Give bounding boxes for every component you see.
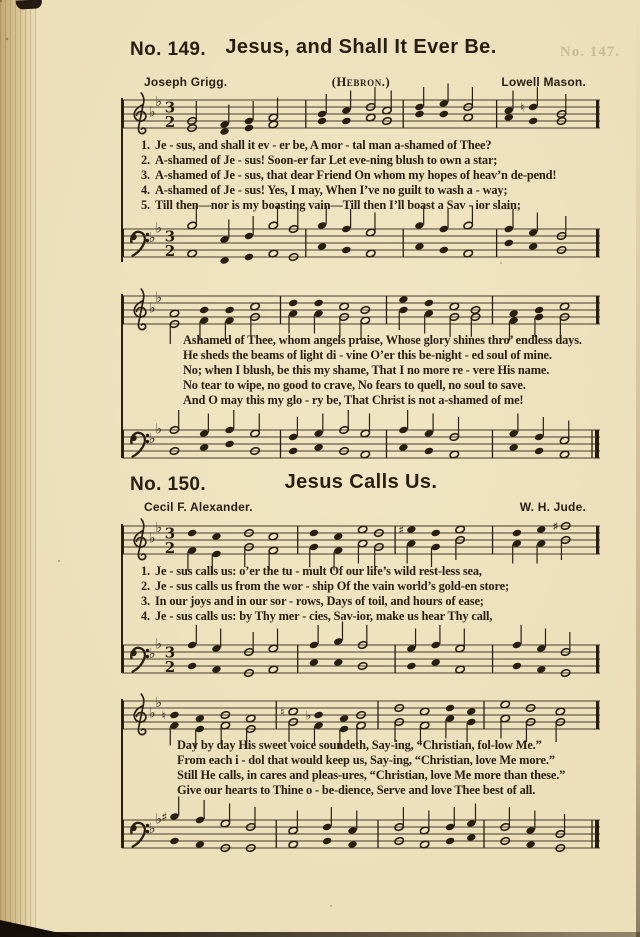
verse-number xyxy=(156,333,183,348)
verse-text: Till then—nor is my boasting vain—Till then I’ll boast a Sav - ior slain; xyxy=(155,198,521,213)
verse-line xyxy=(156,393,582,408)
bass-staff-149-system1 xyxy=(122,211,600,275)
scan-speckles xyxy=(0,0,2,2)
author-name-150: Cecil F. Alexander. xyxy=(144,500,253,514)
bass-staff-149-system2 xyxy=(122,412,600,476)
svg-text:♭: ♭ xyxy=(149,300,156,317)
svg-text:♯: ♯ xyxy=(161,810,168,824)
composer-name-150: W. H. Jude. xyxy=(519,500,586,514)
svg-text:3: 3 xyxy=(164,524,176,543)
svg-text:♭: ♭ xyxy=(155,421,163,438)
svg-text:3: 3 xyxy=(164,227,176,246)
verse-number: 1. xyxy=(141,564,150,578)
verse-number xyxy=(156,378,183,393)
svg-text:♭: ♭ xyxy=(149,646,156,662)
bass-staff-150-system2 xyxy=(122,802,600,866)
bass-staff-150-system1 xyxy=(122,627,600,691)
verse-line xyxy=(156,363,582,378)
svg-text:♭: ♭ xyxy=(149,431,156,447)
verse-text: Je - sus calls us: o’er the tu - mult Of our life’s wild rest-less sea, xyxy=(155,564,482,578)
svg-text:2: 2 xyxy=(164,658,176,676)
svg-text:2: 2 xyxy=(164,539,176,557)
hymn-number-149: No. 149. xyxy=(130,39,207,60)
verse-text: A-shamed of Je - sus! Yes, I may, When I’ve no guilt to wash a - way; xyxy=(155,183,508,198)
verse-block-149-2 xyxy=(156,333,582,408)
verse-text: Je - sus, and shall it ev - er be, A mor - tal man a-shamed of Thee? xyxy=(155,138,492,152)
svg-text:2: 2 xyxy=(164,242,176,260)
verse-line xyxy=(150,783,565,798)
svg-text:3: 3 xyxy=(164,98,176,117)
svg-text:♮: ♮ xyxy=(161,708,166,723)
verse-text: From each i - dol that would keep us, Say-ing, “Christian, love Me more.” xyxy=(177,753,555,768)
svg-text:♭: ♭ xyxy=(149,230,156,246)
verse-text: In our joys and in our sor - rows, Days of toil, and hours of ease; xyxy=(155,594,484,609)
verse-line xyxy=(150,753,565,768)
verse-text: Ashamed of Thee, whom angels praise, Whose glory shines thro’ endless days. xyxy=(183,333,582,347)
verse-number xyxy=(156,348,183,363)
verse-number xyxy=(150,753,177,768)
svg-text:♮: ♮ xyxy=(280,705,285,719)
tune-name-149: (Hebron.) xyxy=(331,75,391,89)
verse-text: No; when I blush, be this my shame, That I no more re - vere His name. xyxy=(183,363,550,378)
scan-artifact-top-left xyxy=(16,0,42,10)
verse-text: He sheds the beams of light di - vine O’er this be-night - ed soul of mine. xyxy=(183,348,552,363)
treble-staff-149-system1 xyxy=(122,82,600,146)
scan-shadow-right xyxy=(636,0,640,937)
verse-line xyxy=(128,594,509,609)
svg-text:♭: ♭ xyxy=(155,811,163,828)
hymn-title-150: Jesus Calls Us. xyxy=(284,471,438,493)
svg-text:♭: ♭ xyxy=(155,636,163,653)
verse-line xyxy=(128,138,556,153)
verse-line xyxy=(128,183,556,198)
svg-text:♭: ♭ xyxy=(155,290,163,306)
verse-text: And O may this my glo - ry be, That Christ is not a-shamed of me! xyxy=(183,393,524,408)
verse-number xyxy=(156,393,183,408)
hymn-title-149: Jesus, and Shall It Ever Be. xyxy=(225,36,497,58)
verse-text: Day by day His sweet voice soundeth, Say-ing, “Christian, fol-low Me.” xyxy=(177,738,542,752)
verse-line xyxy=(156,378,582,393)
svg-text:♭: ♭ xyxy=(305,708,312,723)
verse-text: Je - sus calls us from the wor - ship Of the vain world’s gold-en store; xyxy=(155,579,509,594)
verse-block-150-2 xyxy=(150,738,565,798)
svg-text:♭: ♭ xyxy=(149,821,156,837)
svg-text:♭: ♭ xyxy=(149,705,156,722)
verse-line xyxy=(150,768,565,783)
svg-text:♭: ♭ xyxy=(155,520,163,536)
verse-number xyxy=(150,783,177,798)
verse-text: A-shamed of Je - sus! Soon-er far Let eve-ning blush to own a star; xyxy=(155,153,498,168)
treble-staff-150-system1 xyxy=(122,508,600,572)
svg-text:♯: ♯ xyxy=(552,519,559,534)
verse-number: 4. xyxy=(141,183,150,198)
svg-text:♭: ♭ xyxy=(155,695,163,711)
hymn-number-150: No. 150. xyxy=(130,474,207,495)
verse-line xyxy=(128,564,509,579)
svg-text:♭: ♭ xyxy=(149,104,156,121)
scan-shadow-bottom xyxy=(0,932,640,937)
svg-text:♭: ♭ xyxy=(155,220,163,237)
verse-line xyxy=(128,168,556,183)
verse-block-149-1 xyxy=(128,138,556,213)
svg-text:♭: ♭ xyxy=(155,94,163,110)
verse-text: Still He calls, in cares and pleas-ures, “Christian, love Me more than these.” xyxy=(177,768,566,783)
svg-text:♭: ♭ xyxy=(149,530,156,547)
book-page-edges xyxy=(0,0,38,937)
verse-number: 1. xyxy=(141,138,150,152)
verse-text: Je - sus calls us: by Thy mer - cies, Sav-ior, make us hear Thy call, xyxy=(155,609,493,624)
verse-number: 4. xyxy=(141,609,150,624)
verse-number: 5. xyxy=(141,198,150,213)
verse-text: Give our hearts to Thine o - be-dience, Serve and love Thee best of all. xyxy=(177,783,536,798)
verse-number: 2. xyxy=(141,153,150,168)
verse-number: 3. xyxy=(141,594,150,609)
bleed-through-text: No. 147. xyxy=(559,44,620,60)
verse-number xyxy=(156,363,183,378)
verse-line xyxy=(150,738,565,753)
verse-number: 3. xyxy=(141,168,150,183)
svg-text:3: 3 xyxy=(164,643,176,662)
verse-text: A-shamed of Je - sus, that dear Friend On whom my hopes of heav’n de-pend! xyxy=(155,168,557,183)
verse-block-150-1 xyxy=(128,564,509,624)
verse-number xyxy=(150,768,177,783)
verse-line xyxy=(128,579,509,594)
verse-number xyxy=(150,738,177,753)
verse-line xyxy=(128,609,509,624)
svg-text:♮: ♮ xyxy=(520,100,525,115)
verse-line xyxy=(156,348,582,363)
svg-text:♯: ♯ xyxy=(398,523,405,537)
composer-name-149: Lowell Mason. xyxy=(501,75,586,89)
verse-number: 2. xyxy=(141,579,150,594)
verse-line xyxy=(156,333,582,348)
verse-line xyxy=(128,153,556,168)
author-name-149: Joseph Grigg. xyxy=(144,75,228,89)
verse-text: No tear to wipe, no good to crave, No fears to quell, no soul to save. xyxy=(183,378,526,393)
svg-text:2: 2 xyxy=(164,113,176,131)
